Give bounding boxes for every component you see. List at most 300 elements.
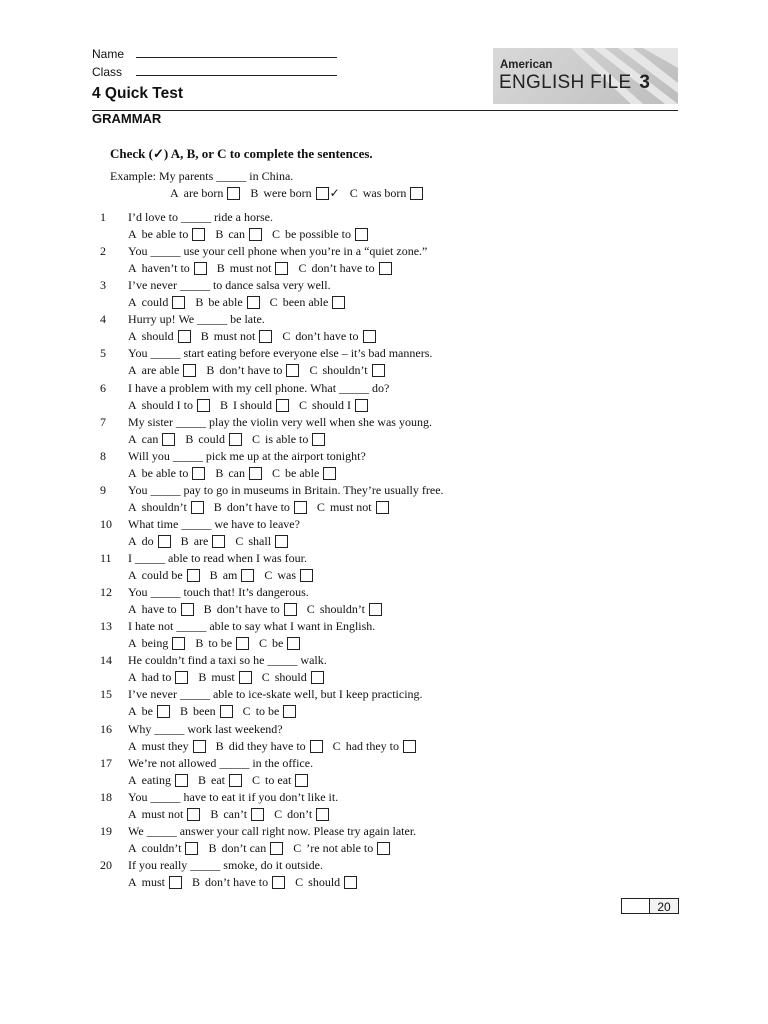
question-stem (100, 278, 331, 293)
answer-checkbox[interactable] (194, 262, 207, 275)
answer-checkbox[interactable] (157, 705, 170, 718)
question-stem (100, 756, 313, 771)
option-letter: B (192, 874, 201, 889)
option-letter: A (128, 806, 137, 821)
option-text: can (228, 227, 245, 241)
question-text: I’ve never _____ to dance salsa very well. (128, 278, 331, 293)
option-letter: C (293, 840, 302, 855)
option-letter: C (306, 602, 315, 617)
answer-checkbox[interactable] (197, 399, 210, 412)
option-text: be possible to (285, 227, 352, 241)
question-option-b (214, 500, 307, 515)
question-number: 14 (100, 653, 112, 668)
section-title: GRAMMAR (92, 111, 162, 126)
question-stem (100, 517, 300, 532)
question-option-b (185, 432, 242, 447)
question-option-c (333, 739, 416, 754)
example-option-b (250, 186, 339, 201)
answer-checkbox[interactable] (169, 876, 182, 889)
question-option-a (128, 466, 205, 481)
question-option-b (208, 841, 283, 856)
option-letter: C (309, 363, 318, 378)
question-option-a (128, 534, 171, 549)
question-option-c (274, 807, 329, 822)
question-options (128, 500, 399, 515)
option-letter: C (264, 568, 273, 582)
answer-checkbox[interactable] (316, 187, 329, 200)
student-info (92, 45, 337, 81)
question-text: Hurry up! We _____ be late. (128, 312, 265, 327)
question-stem (100, 483, 444, 498)
option-letter: C (235, 533, 244, 548)
answer-checkbox[interactable] (283, 705, 296, 718)
option-letter: A (128, 431, 137, 446)
option-text: should (274, 670, 307, 685)
option-letter: C (282, 329, 291, 344)
answer-checkbox[interactable] (193, 740, 206, 753)
question-option-a (128, 807, 200, 822)
answer-checkbox[interactable] (376, 501, 389, 514)
score-total: 20 (650, 898, 679, 914)
option-text: been able (282, 295, 329, 310)
option-text: can (141, 431, 159, 446)
option-letter: A (128, 363, 137, 378)
answer-checkbox[interactable] (185, 842, 198, 855)
answer-checkbox[interactable] (187, 808, 200, 821)
question-option-c (252, 432, 325, 447)
option-text: shouldn’t (322, 363, 368, 378)
option-letter: B (208, 840, 217, 855)
question-option-a (128, 261, 207, 276)
question-option-c (259, 636, 300, 651)
question-option-a (128, 227, 205, 242)
answer-checkbox[interactable] (227, 187, 240, 200)
option-text: have to (141, 602, 177, 617)
question-stem (100, 722, 283, 737)
option-text: I should (233, 397, 273, 412)
question-text: I hate not _____ able to say what I want in English. (128, 619, 376, 634)
option-letter: B (203, 602, 212, 617)
question-number: 15 (100, 687, 112, 702)
option-text: be (272, 636, 284, 651)
question-option-c (272, 466, 336, 481)
answer-checkbox[interactable] (239, 671, 252, 684)
option-letter: A (128, 840, 137, 855)
question-text: Will you _____ pick me up at the airport tonight? (128, 448, 366, 463)
question-option-b (206, 363, 299, 378)
answer-checkbox[interactable] (172, 296, 185, 309)
answer-checkbox[interactable] (247, 296, 260, 309)
question-option-a (128, 602, 194, 617)
question-options (128, 602, 392, 617)
question-option-a (128, 704, 170, 719)
question-option-b (192, 875, 285, 890)
question-options (128, 773, 318, 788)
option-text: should I to (141, 397, 194, 412)
option-letter: C (252, 772, 261, 787)
name-field[interactable] (136, 45, 337, 58)
question-options (128, 807, 339, 822)
option-letter: B (195, 295, 204, 310)
question-text: I’d love to _____ ride a horse. (128, 210, 273, 224)
answer-checkbox[interactable] (294, 501, 307, 514)
example-option-a (170, 186, 240, 201)
answer-checkbox[interactable] (212, 535, 225, 548)
class-row (92, 63, 337, 81)
option-text: must (141, 874, 166, 889)
option-text: eating (141, 772, 171, 787)
option-text: be able to (141, 227, 189, 241)
question-option-a (128, 363, 196, 378)
question-number: 20 (100, 857, 112, 872)
question-option-a (128, 773, 188, 788)
option-letter: C (272, 465, 281, 480)
question-option-a (128, 398, 210, 413)
option-text: be able (208, 295, 243, 310)
option-text: being (141, 636, 169, 651)
option-letter: B (215, 738, 224, 753)
question-option-b (210, 568, 255, 583)
question-stem (100, 824, 416, 839)
option-letter: A (128, 227, 137, 241)
answer-checkbox[interactable] (175, 774, 188, 787)
option-letter: B (180, 533, 189, 548)
question-option-b (215, 466, 262, 481)
option-letter: A (128, 261, 137, 276)
question-option-b (181, 534, 226, 549)
answer-checkbox[interactable] (284, 603, 297, 616)
answer-checkbox[interactable] (275, 262, 288, 275)
answer-checkbox[interactable] (355, 399, 368, 412)
question-option-a (128, 295, 185, 310)
question-option-b (201, 329, 273, 344)
option-letter: A (128, 499, 137, 514)
name-label: Name (92, 47, 125, 61)
option-letter: A (128, 602, 137, 617)
answer-checkbox[interactable] (276, 399, 289, 412)
question-number: 11 (100, 551, 112, 565)
question-text: Why _____ work last weekend? (128, 721, 283, 736)
answer-checkbox[interactable] (241, 569, 254, 582)
option-text: must not (213, 329, 256, 344)
option-letter: A (128, 704, 137, 719)
question-stem (100, 551, 307, 566)
answer-checkbox[interactable] (178, 330, 191, 343)
question-options (128, 432, 335, 447)
option-text: were born (263, 186, 312, 200)
option-letter: C (242, 704, 251, 719)
question-option-b (180, 704, 233, 719)
answer-checkbox[interactable] (158, 535, 171, 548)
option-text: shall (248, 533, 272, 548)
option-letter: C (252, 431, 261, 446)
example-option-c (350, 186, 424, 201)
option-text: must (211, 670, 235, 685)
question-option-a (128, 432, 175, 447)
question-options (128, 227, 378, 242)
test-title: 4 Quick Test (92, 85, 184, 102)
option-letter: C (349, 186, 358, 200)
question-options (128, 636, 310, 651)
option-letter: A (128, 874, 137, 889)
question-stem (100, 653, 327, 668)
answer-checkbox[interactable] (363, 330, 376, 343)
answer-checkbox[interactable] (344, 876, 357, 889)
option-text: had they to (345, 738, 400, 753)
class-field[interactable] (136, 63, 337, 76)
option-letter: A (170, 186, 179, 200)
option-letter: C (298, 261, 307, 276)
score-box (621, 898, 679, 914)
option-letter: A (128, 568, 137, 582)
answer-checkbox[interactable] (162, 433, 175, 446)
option-text: could (141, 295, 169, 310)
question-text: You _____ start eating before everyone else – it’s bad manners. (128, 346, 433, 361)
question-stem (100, 858, 323, 873)
option-letter: B (213, 499, 222, 514)
answer-checkbox[interactable] (316, 808, 329, 821)
question-option-c (317, 500, 389, 515)
question-number: 4 (100, 312, 106, 327)
logo-english-file: ENGLISH FILE (499, 72, 632, 93)
question-options (128, 363, 395, 378)
question-option-a (128, 739, 206, 754)
question-text: You _____ pay to go in museums in Britain. They’re usually free. (128, 482, 444, 497)
question-options (128, 466, 346, 481)
question-number: 18 (100, 789, 112, 804)
option-letter: C (272, 227, 281, 241)
answer-checkbox[interactable] (355, 228, 368, 241)
question-option-c (270, 295, 346, 310)
question-options (128, 704, 306, 719)
answer-checkbox[interactable] (236, 637, 249, 650)
answer-checkbox[interactable] (187, 569, 200, 582)
option-letter: B (215, 465, 224, 480)
question-option-b (195, 636, 249, 651)
option-letter: B (220, 397, 229, 412)
question-option-a (128, 636, 185, 651)
option-text: shouldn’t (319, 602, 365, 617)
question-option-c (235, 534, 288, 549)
option-letter: B (210, 806, 219, 821)
answer-checkbox[interactable] (270, 842, 283, 855)
option-letter: B (198, 670, 207, 685)
answer-checkbox[interactable] (311, 671, 324, 684)
option-letter: B (198, 772, 207, 787)
option-letter: B (185, 431, 194, 446)
question-text: You _____ use your cell phone when you’re in a “quiet zone.” (128, 244, 428, 259)
question-number: 12 (100, 585, 112, 600)
option-letter: B (250, 186, 259, 200)
option-text: don’t have to (295, 329, 359, 344)
answer-checkbox[interactable] (372, 364, 385, 377)
question-option-c (252, 773, 308, 788)
question-option-c (299, 398, 368, 413)
option-text: to eat (265, 772, 292, 787)
option-letter: A (128, 670, 137, 685)
option-text: don’t (287, 806, 313, 821)
option-text: shouldn’t (141, 499, 187, 514)
question-text: I’ve never _____ able to ice-skate well, but I keep practicing. (128, 687, 423, 702)
answer-checkbox[interactable] (287, 637, 300, 650)
answer-checkbox[interactable] (172, 637, 185, 650)
question-option-c (282, 329, 375, 344)
answer-checkbox[interactable] (312, 433, 325, 446)
question-option-b (198, 670, 251, 685)
option-letter: C (261, 670, 270, 685)
question-option-c (243, 704, 297, 719)
check-mark-icon: ✓ (329, 186, 340, 200)
option-letter: B (206, 363, 215, 378)
answer-checkbox[interactable] (379, 262, 392, 275)
question-number: 16 (100, 721, 112, 736)
option-letter: C (295, 874, 304, 889)
instruction: Check (✓) A, B, or C to complete the sentences. (110, 146, 373, 161)
answer-checkbox[interactable] (183, 364, 196, 377)
question-options (128, 329, 386, 344)
question-option-a (128, 670, 188, 685)
question-option-a (128, 329, 191, 344)
question-stem (100, 415, 432, 430)
question-option-a (128, 841, 198, 856)
question-option-b (215, 227, 262, 242)
answer-checkbox[interactable] (272, 876, 285, 889)
question-number: 3 (100, 278, 106, 293)
answer-checkbox[interactable] (259, 330, 272, 343)
answer-checkbox[interactable] (229, 774, 242, 787)
question-option-c (298, 261, 391, 276)
option-letter: A (128, 295, 137, 310)
option-letter: A (128, 329, 137, 344)
option-text: be able (285, 465, 320, 480)
question-number: 9 (100, 482, 106, 497)
option-letter: B (180, 704, 189, 719)
question-text: You _____ have to eat it if you don’t like it. (128, 789, 339, 804)
example-stem: Example: My parents _____ in China. (110, 169, 294, 183)
answer-checkbox[interactable] (192, 467, 205, 480)
question-text: If you really _____ smoke, do it outside. (128, 857, 323, 872)
option-text: be (141, 704, 153, 719)
option-text: was (277, 568, 297, 582)
question-option-b (204, 602, 297, 617)
answer-checkbox[interactable] (175, 671, 188, 684)
question-options (128, 739, 426, 754)
answer-checkbox[interactable] (410, 187, 423, 200)
question-option-b (210, 807, 264, 822)
logo-american: American (500, 59, 553, 71)
option-text: was born (362, 186, 407, 200)
question-option-c (272, 227, 368, 242)
question-option-a (128, 500, 204, 515)
question-option-b (195, 295, 259, 310)
option-text: should (141, 329, 174, 344)
answer-checkbox[interactable] (323, 467, 336, 480)
answer-checkbox[interactable] (332, 296, 345, 309)
answer-checkbox[interactable] (229, 433, 242, 446)
option-letter: A (128, 533, 137, 548)
option-text: be able to (141, 465, 189, 480)
option-letter: A (128, 772, 137, 787)
option-text: did they have to (228, 738, 306, 753)
question-stem (100, 449, 366, 464)
answer-checkbox[interactable] (369, 603, 382, 616)
answer-checkbox[interactable] (181, 603, 194, 616)
option-text: can’t (223, 806, 248, 821)
question-option-b (216, 739, 323, 754)
question-number: 8 (100, 448, 106, 463)
score-input[interactable] (621, 898, 650, 914)
answer-checkbox[interactable] (295, 774, 308, 787)
answer-checkbox[interactable] (191, 501, 204, 514)
option-text: ’re not able to (306, 840, 374, 855)
question-stem (100, 210, 273, 225)
answer-checkbox[interactable] (310, 740, 323, 753)
question-option-c (295, 875, 357, 890)
option-text: am (222, 568, 238, 582)
option-text: must not (329, 499, 372, 514)
question-option-c (309, 363, 384, 378)
option-text: is able to (265, 431, 309, 446)
question-number: 10 (100, 516, 112, 531)
question-option-c (307, 602, 382, 617)
option-letter: B (200, 329, 209, 344)
question-option-a (128, 568, 200, 583)
question-option-c (262, 670, 324, 685)
answer-checkbox[interactable] (403, 740, 416, 753)
question-number: 5 (100, 346, 106, 361)
question-stem (100, 381, 389, 396)
option-text: don’t have to (216, 602, 280, 617)
option-letter: C (332, 738, 341, 753)
option-letter: C (259, 636, 268, 651)
answer-checkbox[interactable] (377, 842, 390, 855)
question-stem (100, 244, 427, 259)
question-number: 19 (100, 823, 112, 838)
class-label: Class (92, 65, 123, 79)
answer-checkbox[interactable] (275, 535, 288, 548)
question-number: 1 (100, 210, 106, 224)
answer-checkbox[interactable] (300, 569, 313, 582)
question-text: He couldn’t find a taxi so he _____ walk. (128, 653, 327, 668)
option-letter: A (128, 738, 137, 753)
english-file-logo (493, 48, 678, 104)
question-number: 13 (100, 619, 112, 634)
question-text: I _____ able to read when I was four. (128, 551, 307, 565)
question-option-c (264, 568, 313, 583)
name-row (92, 45, 337, 63)
question-options (128, 261, 402, 276)
answer-checkbox[interactable] (192, 228, 205, 241)
option-text: should (308, 874, 341, 889)
answer-checkbox[interactable] (251, 808, 264, 821)
example-options (170, 186, 433, 201)
option-text: are (193, 533, 209, 548)
option-letter: B (216, 261, 225, 276)
question-option-b (217, 261, 289, 276)
answer-checkbox[interactable] (249, 228, 262, 241)
header-divider (92, 110, 678, 111)
option-text: eat (211, 772, 226, 787)
answer-checkbox[interactable] (220, 705, 233, 718)
question-options (128, 398, 378, 413)
option-text: do (141, 533, 154, 548)
question-options (128, 568, 323, 583)
question-options (128, 534, 298, 549)
option-letter: B (209, 568, 218, 582)
answer-checkbox[interactable] (286, 364, 299, 377)
option-text: must they (141, 738, 189, 753)
answer-checkbox[interactable] (249, 467, 262, 480)
